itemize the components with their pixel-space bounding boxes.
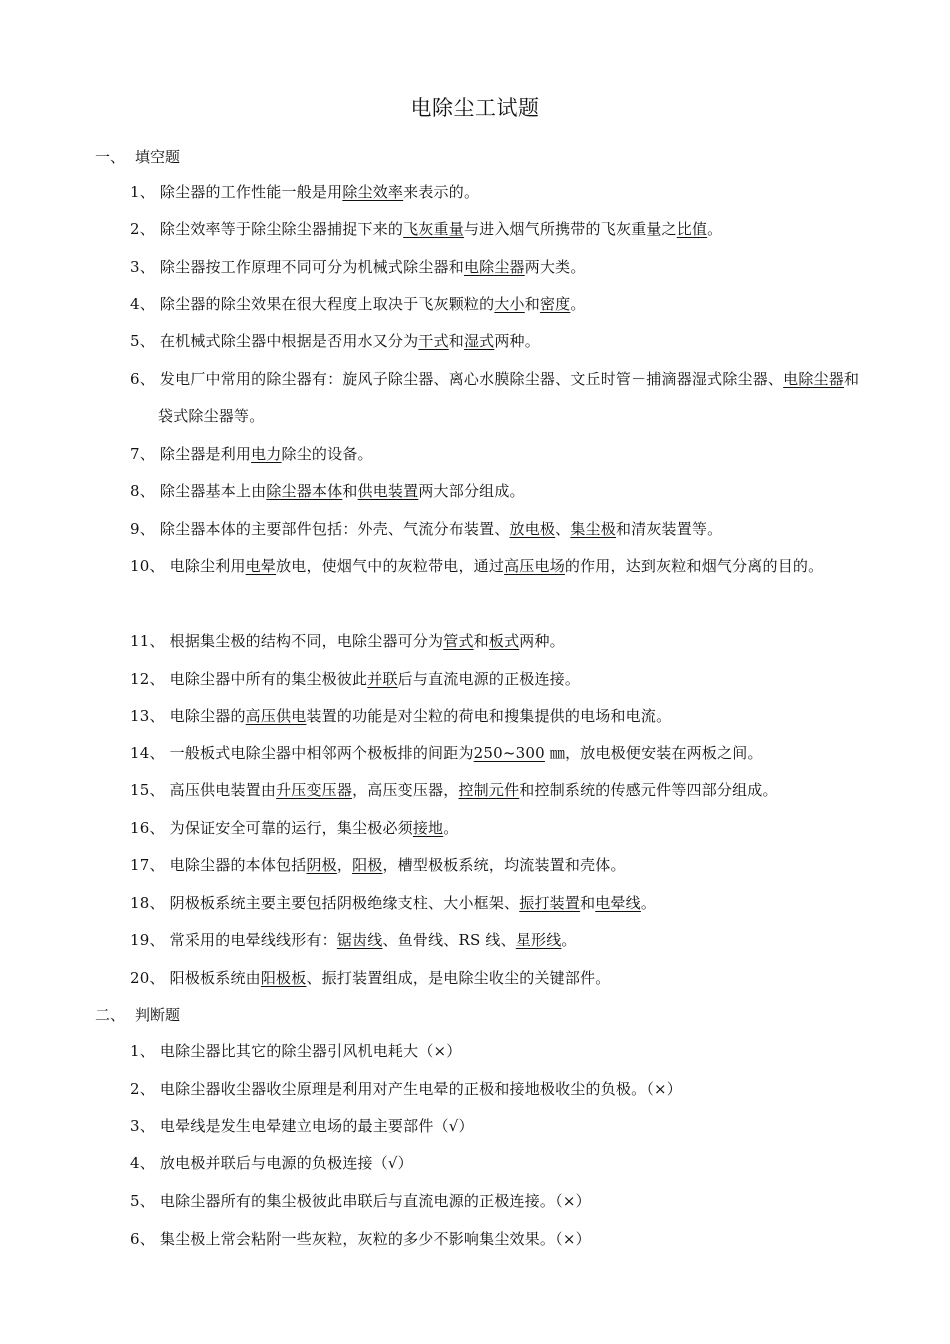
question-number: 2、 (130, 220, 160, 238)
question-item (130, 323, 860, 360)
answer-blank: 升压变压器 (276, 781, 353, 799)
question-number: 10、 (130, 557, 170, 575)
answer-blank: 电除尘器 (783, 370, 844, 388)
question-item (130, 847, 860, 884)
answer-blank: 管式 (443, 632, 474, 650)
question-text: 除尘器本体的主要部件包括：外壳、气流分布装置、 (159, 520, 510, 538)
answer-blank: 除尘效率 (342, 183, 404, 201)
question-item (130, 1183, 860, 1220)
question-text: 、 (555, 520, 571, 538)
answer-blank: 阳极 (352, 856, 383, 874)
question-number: 7、 (130, 445, 160, 463)
question-text: 、振打装置组成，是电除尘收尘的关键部件。 (306, 969, 611, 987)
question-text: 电除尘器收尘器收尘原理是利用对产生电晕的正极和接地极收尘的负极。（×） (159, 1080, 682, 1098)
question-item (130, 735, 860, 772)
question-number: 13、 (130, 707, 170, 725)
answer-blank: 电力 (251, 445, 282, 463)
question-number: 1、 (130, 1042, 160, 1060)
question-item (130, 436, 860, 473)
question-item (130, 922, 860, 959)
question-item (130, 1145, 860, 1182)
question-text: 除尘器的工作性能一般是用 (159, 183, 343, 201)
question-text: 除尘效率等于除尘除尘器捕捉下来的 (159, 220, 404, 238)
question-item (130, 885, 860, 922)
section-label: 判断题 (135, 1006, 181, 1024)
answer-blank: 阴极 (306, 856, 337, 874)
section-heading-true-false (95, 1004, 180, 1026)
page-title: 电除尘工试题 (410, 96, 540, 120)
question-text: 、鱼骨线、RS 线、 (382, 931, 516, 949)
question-text: 电除尘器的 (169, 707, 246, 725)
question-text: 电除尘器中所有的集尘极彼此 (169, 670, 368, 688)
question-text: 除尘器按工作原理不同可分为机械式除尘器和 (159, 258, 464, 276)
question-text: 电除尘器比其它的除尘器引风机电耗大（×） (159, 1042, 462, 1060)
answer-blank: 集尘极 (570, 520, 616, 538)
question-item (130, 548, 860, 585)
question-text: 放电，使烟气中的灰粒带电，通过 (276, 557, 505, 575)
question-item (130, 361, 860, 435)
question-item (130, 211, 860, 248)
question-text: 电除尘器所有的集尘极彼此串联后与直流电源的正极连接。（×） (159, 1192, 591, 1210)
question-number: 9、 (130, 520, 160, 538)
answer-blank: 湿式 (463, 332, 495, 350)
question-text: 两大类。 (524, 258, 586, 276)
question-text: 两种。 (494, 332, 540, 350)
question-number: 11、 (130, 632, 170, 650)
question-number: 6、 (130, 370, 160, 388)
answer-blank: 电除尘器 (463, 258, 525, 276)
question-item (130, 286, 860, 323)
question-number: 1、 (130, 183, 160, 201)
question-item (130, 772, 860, 809)
question-item (130, 1108, 860, 1145)
question-number: 16、 (130, 819, 170, 837)
question-text: 根据集尘极的结构不同，电除尘器可分为 (169, 632, 444, 650)
question-text: 除尘器是利用 (159, 445, 252, 463)
question-number: 8、 (130, 482, 160, 500)
question-text: 和 (342, 482, 358, 500)
question-text: 和袋式除尘器等。 (158, 370, 860, 425)
question-number: 5、 (130, 1192, 160, 1210)
question-text: 除尘器基本上由 (159, 482, 267, 500)
answer-blank: 高压供电 (245, 707, 307, 725)
question-text: 发电厂中常用的除尘器有：旋风子除尘器、离心水膜除尘器、文丘时管－捕滴器湿式除尘器、 (159, 370, 784, 388)
question-text: 和 (580, 894, 596, 912)
answer-blank: 250~300 (473, 744, 545, 762)
question-text: 和清灰装置等。 (615, 520, 723, 538)
question-number: 6、 (130, 1230, 160, 1248)
question-text: 。 (570, 295, 586, 313)
question-text: 和 (473, 632, 489, 650)
question-item (130, 511, 860, 548)
answer-blank: 控制元件 (458, 781, 520, 799)
question-text: 电除尘器的本体包括 (169, 856, 307, 874)
question-text: 在机械式除尘器中根据是否用水又分为 (159, 332, 419, 350)
answer-blank: 电晕 (245, 557, 277, 575)
answer-blank: 板式 (488, 632, 520, 650)
question-number: 3、 (130, 258, 160, 276)
question-item (130, 698, 860, 735)
question-text: 一般板式电除尘器中相邻两个极板排的间距为 (169, 744, 474, 762)
question-text: 后与直流电源的正极连接。 (397, 670, 581, 688)
question-text: 除尘的设备。 (281, 445, 373, 463)
answer-blank: 阳极板 (260, 969, 307, 987)
question-number: 4、 (130, 1154, 160, 1172)
answer-blank: 除尘器本体 (266, 482, 343, 500)
question-text: 来表示的。 (403, 183, 480, 201)
question-item (130, 1033, 860, 1070)
answer-blank: 接地 (412, 819, 444, 837)
question-item (130, 174, 860, 211)
section-label: 填空题 (135, 148, 181, 166)
question-number: 17、 (130, 856, 170, 874)
question-text: 阴极板系统主要主要包括阴极绝缘支柱、大小框架、 (169, 894, 520, 912)
question-text: 放电极并联后与电源的负极连接（√） (159, 1154, 413, 1172)
question-text: 两种。 (519, 632, 565, 650)
question-item (130, 810, 860, 847)
question-text: 电除尘利用 (169, 557, 246, 575)
question-number: 2、 (130, 1080, 160, 1098)
question-text: 除尘器的除尘效果在很大程度上取决于飞灰颗粒的 (159, 295, 495, 313)
question-number: 4、 (130, 295, 160, 313)
question-text: 常采用的电晕线线形有： (169, 931, 337, 949)
question-text: 装置的功能是对尘粒的荷电和搜集提供的电场和电流。 (306, 707, 672, 725)
answer-blank: 放电极 (509, 520, 556, 538)
question-number: 20、 (130, 969, 170, 987)
question-item (130, 960, 860, 997)
answer-blank: 干式 (418, 332, 449, 350)
question-text: ，槽型极板系统，均流装置和壳体。 (382, 856, 626, 874)
question-item (130, 623, 860, 660)
question-text: 集尘极上常会粘附一些灰粒，灰粒的多少不影响集尘效果。（×） (159, 1230, 591, 1248)
question-item (130, 661, 860, 698)
question-text: 。 (640, 894, 657, 912)
answer-blank: 并联 (367, 670, 398, 688)
question-number: 14、 (130, 744, 170, 762)
question-text: 为保证安全可靠的运行，集尘极必须 (169, 819, 413, 837)
section-number: 二、 (95, 1006, 126, 1024)
question-number: 18、 (130, 894, 170, 912)
section-heading-fill-blank (95, 146, 180, 168)
question-text: 。 (707, 220, 723, 238)
answer-blank: 大小 (494, 295, 525, 313)
question-text: 电晕线是发生电晕建立电场的最主要部件（√） (159, 1117, 474, 1135)
question-number: 3、 (130, 1117, 160, 1135)
section-number: 一、 (95, 148, 126, 166)
question-text: 。 (561, 931, 577, 949)
question-text: 和 (448, 332, 464, 350)
answer-blank: 高压电场 (504, 557, 565, 575)
answer-blank: 锯齿线 (336, 931, 383, 949)
question-number: 12、 (130, 670, 170, 688)
answer-blank: 星形线 (515, 931, 562, 949)
question-item (130, 249, 860, 286)
question-number: 19、 (130, 931, 170, 949)
question-text: ㎜，放电极便安装在两板之间。 (544, 744, 763, 762)
question-text: 的作用，达到灰粒和烟气分离的目的。 (564, 557, 824, 575)
question-item (130, 1071, 860, 1108)
question-text: 两大部分组成。 (418, 482, 525, 500)
question-text: 与进入烟气所携带的飞灰重量之 (463, 220, 677, 238)
question-item (130, 1221, 860, 1258)
question-text: 和控制系统的传感元件等四部分组成。 (519, 781, 778, 799)
answer-blank: 密度 (539, 295, 571, 313)
answer-blank: 电晕线 (595, 894, 641, 912)
answer-blank: 飞灰重量 (403, 220, 464, 238)
answer-blank: 振打装置 (519, 894, 581, 912)
question-number: 15、 (130, 781, 170, 799)
question-text: ， (336, 856, 353, 874)
question-text: ，高压变压器， (352, 781, 459, 799)
question-item (130, 473, 860, 510)
answer-blank: 供电装置 (357, 482, 419, 500)
question-text: 和 (524, 295, 540, 313)
question-text: 。 (443, 819, 459, 837)
answer-blank: 比值 (676, 220, 708, 238)
question-text: 阳极板系统由 (169, 969, 261, 987)
question-text: 高压供电装置由 (169, 781, 277, 799)
question-number: 5、 (130, 332, 160, 350)
